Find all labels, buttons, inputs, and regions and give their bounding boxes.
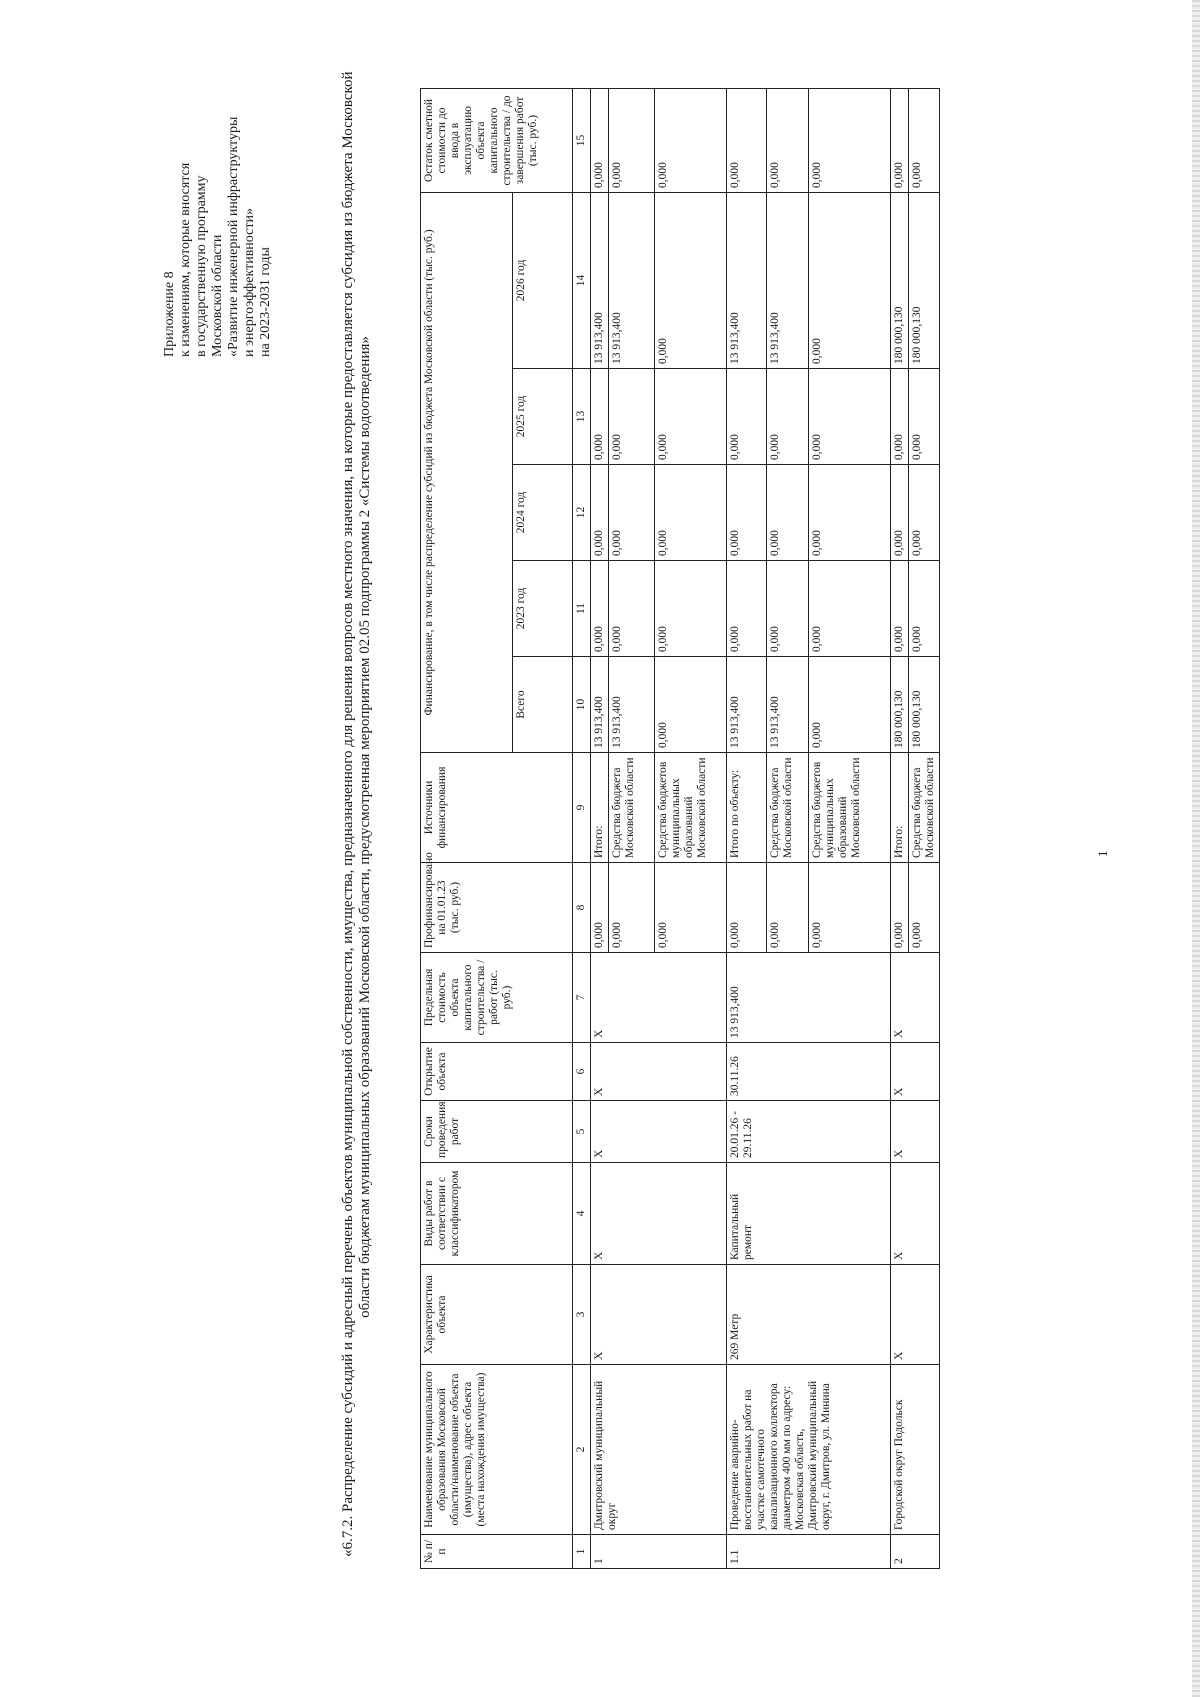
title-line-2: области бюджетам муниципальных образований Московской области, предусмотренная мероприятием 02.05 подпрограммы 2 «Системы водоотведения» bbox=[357, 336, 373, 1318]
table-row-dmitrov-total bbox=[591, 88, 609, 1568]
cell-source: Итого: bbox=[891, 753, 909, 863]
cell-2025: 0,000 bbox=[767, 369, 809, 465]
cell-2026: 13 913,400 bbox=[727, 192, 767, 368]
header-2025: 2025 год bbox=[513, 369, 573, 465]
header-2023: 2023 год bbox=[513, 561, 573, 657]
cell-2023: 0,000 bbox=[891, 561, 909, 657]
row-characteristic: Х bbox=[591, 1265, 727, 1365]
row-limit-cost: 13 913,400 bbox=[727, 953, 891, 1043]
row-characteristic: 269 Метр bbox=[727, 1265, 891, 1365]
cell-2023: 0,000 bbox=[609, 561, 655, 657]
cell-2024: 0,000 bbox=[891, 465, 909, 561]
appendix-line: и энергоэффективности» bbox=[242, 208, 257, 357]
cell-remaining: 0,000 bbox=[909, 88, 940, 192]
col-number: 4 bbox=[573, 1163, 591, 1265]
cell-financed: 0,000 bbox=[891, 863, 909, 953]
appendix-line: «Развитие инженерной инфраструктуры bbox=[226, 116, 241, 357]
header-characteristic: Характеристика объекта bbox=[421, 1265, 573, 1365]
cell-financed: 0,000 bbox=[655, 863, 727, 953]
cell-2024: 0,000 bbox=[591, 465, 609, 561]
cell-remaining: 0,000 bbox=[591, 88, 609, 192]
column-numbers-row bbox=[573, 88, 591, 1568]
header-num: № п/п bbox=[421, 1535, 573, 1569]
appendix-line: в государственную программу bbox=[194, 175, 209, 357]
appendix-line: на 2023-2031 годы bbox=[258, 247, 273, 357]
cell-financed: 0,000 bbox=[909, 863, 940, 953]
col-number: 13 bbox=[573, 369, 591, 465]
header-2024: 2024 год bbox=[513, 465, 573, 561]
cell-source: Средства бюджета Московской области bbox=[609, 753, 655, 863]
header-total: Всего bbox=[513, 657, 573, 753]
row-number: 1.1 bbox=[727, 1535, 891, 1569]
header-sources: Источники финансирования bbox=[421, 753, 573, 863]
header-terms: Сроки проведения работ bbox=[421, 1101, 573, 1163]
cell-2024: 0,000 bbox=[609, 465, 655, 561]
cell-2025: 0,000 bbox=[655, 369, 727, 465]
cell-remaining: 0,000 bbox=[609, 88, 655, 192]
cell-2024: 0,000 bbox=[655, 465, 727, 561]
cell-2026: 13 913,400 bbox=[591, 192, 609, 368]
col-number: 10 bbox=[573, 657, 591, 753]
col-number: 7 bbox=[573, 953, 591, 1043]
row-terms: 20.01.26 - 29.11.26 bbox=[727, 1101, 891, 1163]
page-number: 1 bbox=[1095, 850, 1110, 857]
cell-remaining: 0,000 bbox=[809, 88, 891, 192]
row-name: Дмитровский муниципальный округ bbox=[591, 1365, 727, 1535]
cell-total: 13 913,400 bbox=[591, 657, 609, 753]
cell-source: Итого по объекту: bbox=[727, 753, 767, 863]
col-number: 1 bbox=[573, 1535, 591, 1569]
header-financed: Профинансировано на 01.01.23 (тыс. руб.) bbox=[421, 863, 573, 953]
col-number: 15 bbox=[573, 88, 591, 192]
cell-financed: 0,000 bbox=[767, 863, 809, 953]
col-number: 5 bbox=[573, 1101, 591, 1163]
cell-remaining: 0,000 bbox=[891, 88, 909, 192]
table-row-podolsk-total bbox=[891, 88, 909, 1568]
row-terms: Х bbox=[591, 1101, 727, 1163]
row-work-type: Х bbox=[891, 1163, 940, 1265]
cell-total: 180 000,130 bbox=[891, 657, 909, 753]
cell-financed: 0,000 bbox=[609, 863, 655, 953]
cell-2023: 0,000 bbox=[767, 561, 809, 657]
cell-2024: 0,000 bbox=[809, 465, 891, 561]
cell-remaining: 0,000 bbox=[655, 88, 727, 192]
document-title bbox=[340, 71, 374, 1557]
appendix-note bbox=[162, 17, 274, 357]
cell-total: 0,000 bbox=[655, 657, 727, 753]
cell-2025: 0,000 bbox=[727, 369, 767, 465]
cell-2025: 0,000 bbox=[609, 369, 655, 465]
header-work-type: Виды работ в соответствии с классификатором bbox=[421, 1163, 573, 1265]
cell-2026: 0,000 bbox=[809, 192, 891, 368]
cell-2026: 13 913,400 bbox=[767, 192, 809, 368]
cell-2025: 0,000 bbox=[591, 369, 609, 465]
cell-total: 180 000,130 bbox=[909, 657, 940, 753]
cell-source: Средства бюджетов муниципальных образований Московской области bbox=[809, 753, 891, 863]
appendix-line: Московской области bbox=[210, 234, 225, 357]
row-name: Городской округ Подольск bbox=[891, 1365, 940, 1535]
row-number: 2 bbox=[891, 1535, 940, 1569]
header-limit-cost: Предельная стоимость объекта капитального строительства / работ (тыс. руб.) bbox=[421, 953, 573, 1043]
row-opening: 30.11.26 bbox=[727, 1043, 891, 1101]
title-line-1: «6.7.2. Распределение субсидий и адресный перечень объектов муниципальной собственности, имущества, предназначенного для решения вопросов местного значения, на которые предоставляется субсидия из бюджета Московской bbox=[340, 71, 356, 1557]
cell-2023: 0,000 bbox=[591, 561, 609, 657]
cell-total: 0,000 bbox=[809, 657, 891, 753]
row-name: Проведение аварийно-восстановительных работ на участке самотечного канализационного коллектора диаметром 400 мм по адресу: Московская область, Дмитровский муниципальный округ, г. Дмитров, ул. Минина bbox=[727, 1365, 891, 1535]
cell-total: 13 913,400 bbox=[767, 657, 809, 753]
cell-financed: 0,000 bbox=[809, 863, 891, 953]
cell-2023: 0,000 bbox=[727, 561, 767, 657]
row-number: 1 bbox=[591, 1535, 727, 1569]
row-opening: Х bbox=[591, 1043, 727, 1101]
col-number: 8 bbox=[573, 863, 591, 953]
cell-2023: 0,000 bbox=[909, 561, 940, 657]
cell-source: Средства бюджета Московской области bbox=[767, 753, 809, 863]
col-number: 3 bbox=[573, 1265, 591, 1365]
cell-remaining: 0,000 bbox=[727, 88, 767, 192]
col-number: 9 bbox=[573, 753, 591, 863]
cell-financed: 0,000 bbox=[591, 863, 609, 953]
row-limit-cost: Х bbox=[891, 953, 940, 1043]
cell-total: 13 913,400 bbox=[609, 657, 655, 753]
cell-source: Итого: bbox=[591, 753, 609, 863]
row-limit-cost: Х bbox=[591, 953, 727, 1043]
cell-2024: 0,000 bbox=[727, 465, 767, 561]
cell-2025: 0,000 bbox=[909, 369, 940, 465]
appendix-line: Приложение 8 bbox=[162, 271, 177, 357]
col-number: 6 bbox=[573, 1043, 591, 1101]
cell-2023: 0,000 bbox=[809, 561, 891, 657]
row-work-type: Х bbox=[591, 1163, 727, 1265]
cell-2026: 0,000 bbox=[655, 192, 727, 368]
header-opening: Открытие объекта bbox=[421, 1043, 573, 1101]
cell-source: Средства бюджетов муниципальных образований Московской области bbox=[655, 753, 727, 863]
header-remaining: Остаток сметной стоимости до ввода в эксплуатацию объекта капитального строительства / до завершения работ (тыс. руб.) bbox=[421, 88, 573, 192]
subsidy-table bbox=[420, 88, 940, 1569]
cell-2024: 0,000 bbox=[767, 465, 809, 561]
col-number: 2 bbox=[573, 1365, 591, 1535]
cell-2025: 0,000 bbox=[891, 369, 909, 465]
cell-2025: 0,000 bbox=[809, 369, 891, 465]
row-work-type: Капитальный ремонт bbox=[727, 1163, 891, 1265]
table-row-object-total bbox=[727, 88, 767, 1568]
col-number: 12 bbox=[573, 465, 591, 561]
cell-2026: 13 913,400 bbox=[609, 192, 655, 368]
cell-financed: 0,000 bbox=[727, 863, 767, 953]
header-2026: 2026 год bbox=[513, 192, 573, 368]
col-number: 11 bbox=[573, 561, 591, 657]
cell-total: 13 913,400 bbox=[727, 657, 767, 753]
cell-2026: 180 000,130 bbox=[891, 192, 909, 368]
header-row-1 bbox=[421, 88, 513, 1568]
row-characteristic: Х bbox=[891, 1265, 940, 1365]
header-name: Наименование муниципального образования Московской области/наименование объекта (имущества), адрес объекта (места нахождения имущества) bbox=[421, 1365, 573, 1535]
cell-source: Средства бюджета Московской области bbox=[909, 753, 940, 863]
cell-2026: 180 000,130 bbox=[909, 192, 940, 368]
cell-remaining: 0,000 bbox=[767, 88, 809, 192]
cell-2023: 0,000 bbox=[655, 561, 727, 657]
header-financing-group: Финансирование, в том числе распределение субсидий из бюджета Московской области (тыс. руб.) bbox=[421, 192, 513, 752]
row-opening: Х bbox=[891, 1043, 940, 1101]
row-terms: Х bbox=[891, 1101, 940, 1163]
col-number: 14 bbox=[573, 192, 591, 368]
cell-2024: 0,000 bbox=[909, 465, 940, 561]
appendix-line: к изменениям, которые вносятся bbox=[178, 162, 193, 357]
